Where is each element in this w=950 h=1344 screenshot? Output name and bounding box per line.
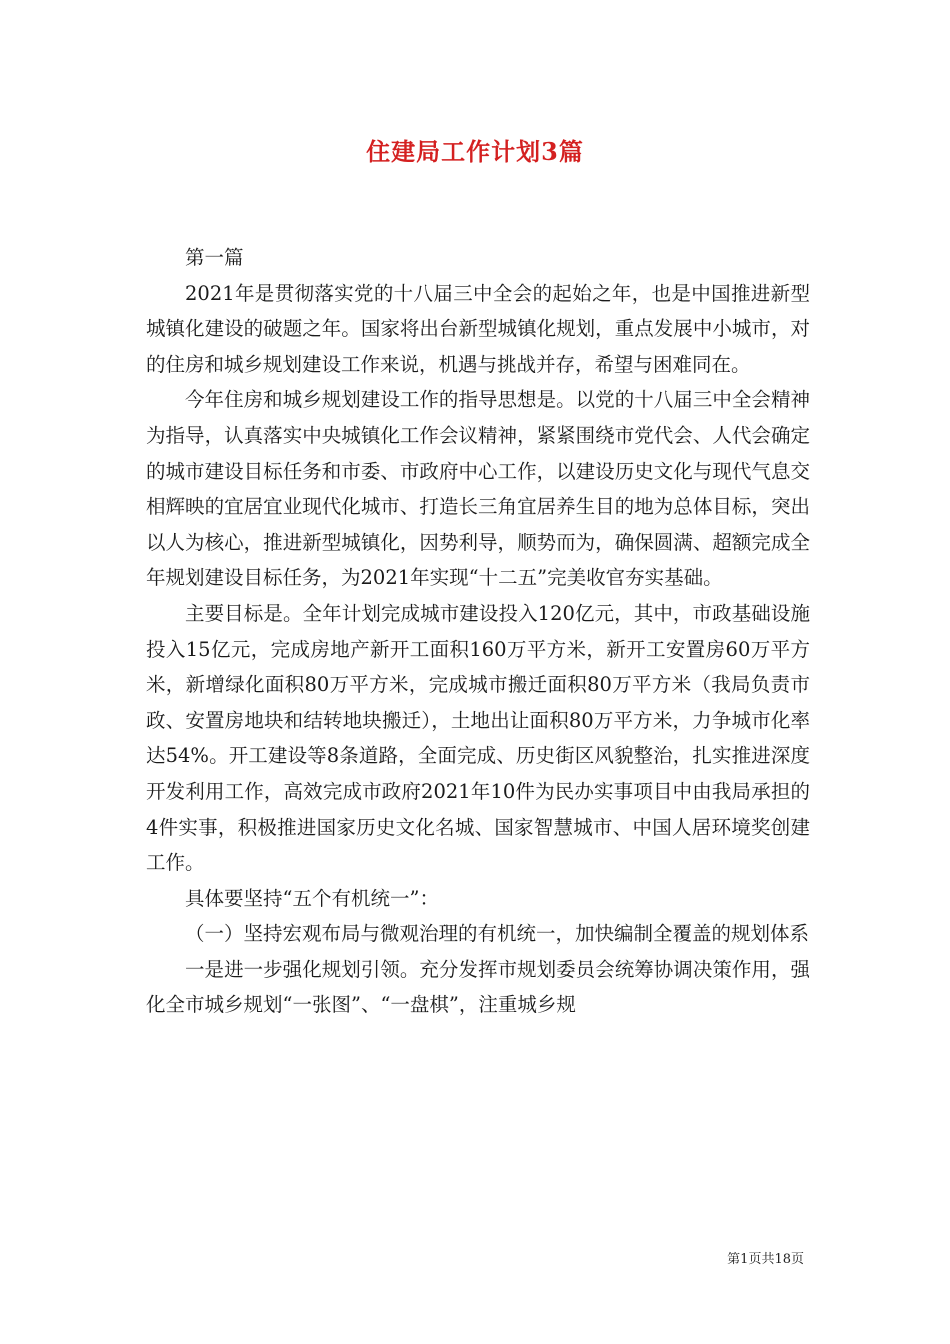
section-heading: 第一篇 [185, 246, 244, 269]
paragraph: 主要目标是。全年计划完成城市建设投入120亿元，其中，市政基础设施投入15亿元，完成房地产新开工面积160万平方米，新开工安置房60万平方米，新增绿化面积80万平方米，完成城市搬迁面积80万平方米（我局负责市政、安置房地块和结转地块搬迁），土地出让面积80万平方米，力争城市化率达54%。开工建设等8条道路，全面完成、历史街区风貌整治，扎实推进深度开发利用工作，高效完成市政府2021年10件为民办实事项目中由我局承担的4件实事，积极推进国家历史文化名城、国家智慧城市、中国人居环境奖创建工作。 [146, 601, 810, 875]
paragraph: 2021年是贯彻落实党的十八届三中全会的起始之年，也是中国推进新型城镇化建设的破题之年。国家将出台新型城镇化规划，重点发展中小城市，对的住房和城乡规划建设工作来说，机遇与挑战并存，希望与困难同在。 [146, 281, 810, 376]
subsection-heading: （一）坚持宏观布局与微观治理的有机统一，加快编制全覆盖的规划体系 [185, 922, 810, 946]
paragraph: 一是进一步强化规划引领。充分发挥市规划委员会统筹协调决策作用，强化全市城乡规划“一张图”、“一盘棋”，注重城乡规 [146, 957, 810, 1017]
paragraph: 具体要坚持“五个有机统一”： [185, 886, 439, 910]
paragraph: 今年住房和城乡规划建设工作的指导思想是。以党的十八届三中全会精神为指导，认真落实中央城镇化工作会议精神，紧紧围绕市党代会、人代会确定的城市建设目标任务和市委、市政府中心工作，以建设历史文化与现代气息交相辉映的宜居宜业现代化城市、打造长三角宜居养生目的地为总体目标，突出以人为核心，推进新型城镇化，因势利导，顺势而为，确保圆满、超额完成全年规划建设目标任务，为2021年实现“十二五”完美收官夯实基础。 [146, 388, 810, 590]
page-number: 第1页共18页 [727, 1252, 804, 1267]
document-body [146, 240, 810, 1023]
document-title: 住建局工作计划3篇 [366, 137, 584, 166]
